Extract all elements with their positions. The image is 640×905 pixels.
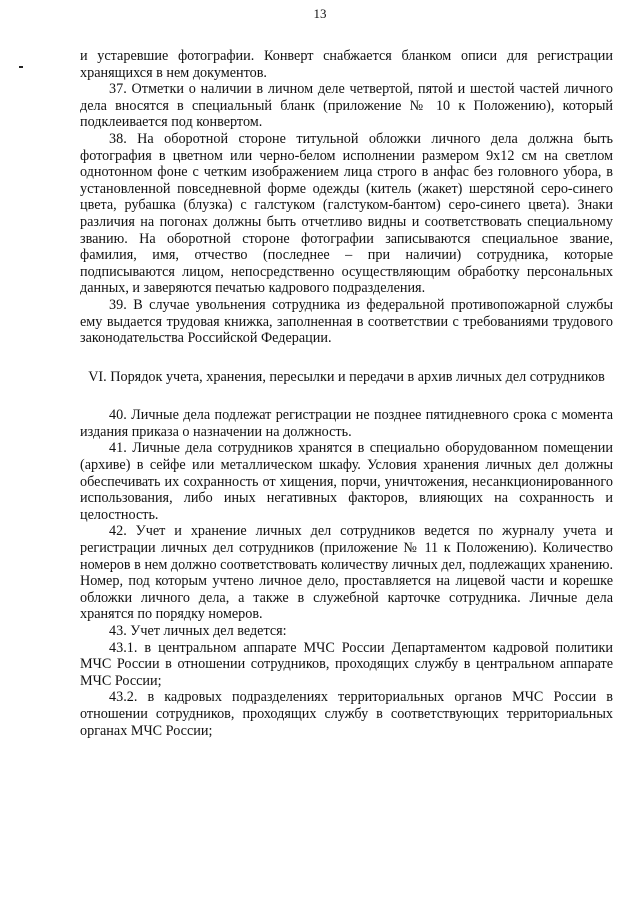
paragraph-43-2: 43.2. в кадровых подразделениях территориальных органов МЧС России в отношении сотрудников, проходящих службу в соответствующих территориальных органах МЧС России; [80,689,613,739]
paragraph-42: 42. Учет и хранение личных дел сотрудников ведется по журналу учета и регистрации личных дел сотрудников (приложение № 11 к Положению). Количество номеров в нем должно соответствовать количеству личных дел, подлежащих хранению. Номер, под которым учтено личное дело, проставляется на лицевой части и корешке обложки личного дела, а также в служебной карточке сотрудника. Личные дела хранятся по порядку номеров. [80,523,613,623]
paragraph-41: 41. Личные дела сотрудников хранятся в специально оборудованном помещении (архиве) в сейфе или металлическом шкафу. Условия хранения личных дел должны обеспечивать их сохранность от хищения, порчи, уничтожения, несанкционированного использования, либо иных негативных факторов, влияющих на сохранность и целостность. [80,440,613,523]
paragraph-43-1: 43.1. в центральном аппарате МЧС России Департаментом кадровой политики МЧС России в отношении сотрудников, проходящих службу в центральном аппарате МЧС России; [80,639,613,689]
paragraph-40: 40. Личные дела подлежат регистрации не позднее пятидневного срока с момента издания приказа о назначении на должность. [80,407,613,440]
paragraph-39: 39. В случае увольнения сотрудника из федеральной противопожарной службы ему выдается трудовая книжка, заполненная в соответствии с требованиями трудового законодательства Российской Федерации. [80,296,613,347]
scan-speck [19,66,23,68]
paragraph-38: 38. На оборотной стороне титульной обложки личного дела должна быть фотография в цветном или черно-белом исполнении размером 9x12 см на светлом однотонном фоне с четким изображением лица строго в анфас без головного убора, в установленной повседневной форме одежды (китель (жакет) шерстяной серо-синего цвета, рубашка (блузка) с галстуком (галстуком-бантом) серо-синего цвета). Знаки различия на погонах должны быть отчетливо видны и соответствовать специальному званию. На оборотной стороне фотографии записываются специальное звание, фамилия, имя, отчество (последнее – при наличии) сотрудника, которые подписываются лицом, непосредственно осуществляющим обработку персональных данных, и заверяются печатью кадрового подразделения. [80,130,613,297]
document-body [80,48,613,739]
paragraph-37: 37. Отметки о наличии в личном деле четвертой, пятой и шестой частей личного дела вносятся в специальный бланк (приложение № 10 к Положению), который подклеивается под конвертом. [80,81,613,131]
page-number: 13 [313,6,327,21]
paragraph-43: 43. Учет личных дел ведется: [109,623,287,639]
section-title: VI. Порядок учета, хранения, пересылки и передачи в архив личных дел сотрудников [88,368,605,385]
paragraph-continuation: и устаревшие фотографии. Конверт снабжается бланком описи для регистрации хранящихся в нем документов. [80,48,613,81]
